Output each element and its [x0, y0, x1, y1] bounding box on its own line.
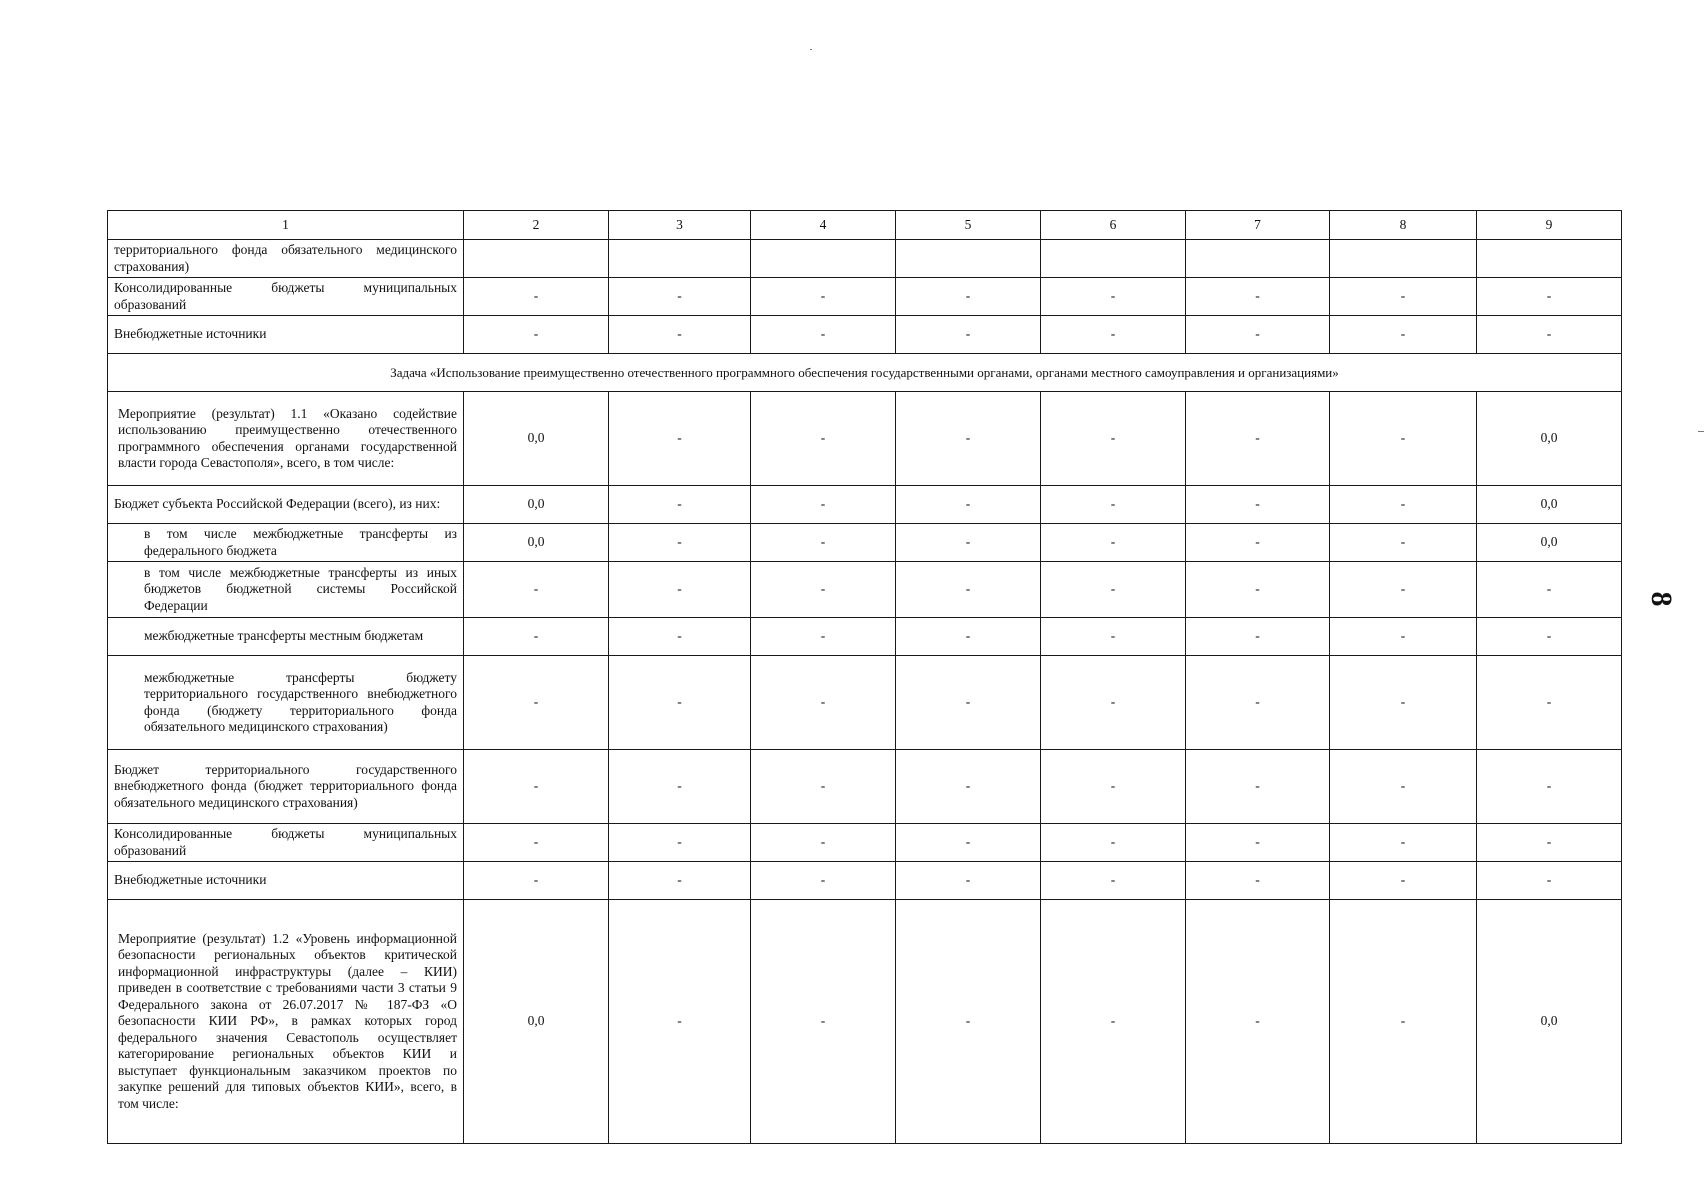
- value-cell: 0,0: [464, 524, 609, 562]
- column-number: 2: [464, 211, 609, 240]
- value-cell: -: [1041, 392, 1186, 486]
- row-label: в том числе межбюджетные трансферты из иных бюджетов бюджетной системы Российской Федерации: [108, 562, 464, 618]
- value-cell: -: [751, 656, 896, 750]
- value-cell: -: [896, 562, 1041, 618]
- value-cell: -: [751, 524, 896, 562]
- value-cell: -: [896, 392, 1041, 486]
- value-cell: -: [1186, 750, 1330, 824]
- value-cell: -: [609, 486, 751, 524]
- value-cell: -: [1330, 392, 1477, 486]
- value-cell: -: [1041, 486, 1186, 524]
- value-cell: -: [896, 486, 1041, 524]
- value-cell: -: [1186, 900, 1330, 1144]
- value-cell: -: [609, 862, 751, 900]
- value-cell: -: [1330, 486, 1477, 524]
- value-cell: -: [1477, 824, 1622, 862]
- value-cell: -: [1186, 524, 1330, 562]
- table-row: [108, 316, 1622, 354]
- value-cell: -: [1186, 316, 1330, 354]
- value-cell: -: [609, 316, 751, 354]
- value-cell: 0,0: [1477, 392, 1622, 486]
- row-label: территориального фонда обязательного медицинского страхования): [108, 240, 464, 278]
- row-label: Консолидированные бюджеты муниципальных образований: [108, 824, 464, 862]
- table-row: [108, 486, 1622, 524]
- value-cell: -: [464, 656, 609, 750]
- table-row: [108, 862, 1622, 900]
- row-label: Внебюджетные источники: [108, 316, 464, 354]
- table-row: [108, 278, 1622, 316]
- value-cell: -: [1041, 524, 1186, 562]
- row-label: межбюджетные трансферты бюджету территориального государственного внебюджетного фонда (бюджету территориального фонда обязательного медицинского страхования): [108, 656, 464, 750]
- value-cell: 0,0: [1477, 900, 1622, 1144]
- value-cell: -: [1041, 900, 1186, 1144]
- value-cell: -: [1330, 900, 1477, 1144]
- row-label: Консолидированные бюджеты муниципальных образований: [108, 278, 464, 316]
- value-cell: -: [1330, 750, 1477, 824]
- column-number: 3: [609, 211, 751, 240]
- task-row: [108, 354, 1622, 392]
- value-cell: -: [464, 278, 609, 316]
- value-cell: -: [1477, 656, 1622, 750]
- value-cell: -: [1041, 824, 1186, 862]
- value-cell: -: [1186, 486, 1330, 524]
- value-cell: 0,0: [464, 900, 609, 1144]
- value-cell: -: [751, 900, 896, 1144]
- value-cell: -: [464, 750, 609, 824]
- value-cell: [1330, 240, 1477, 278]
- value-cell: -: [1186, 618, 1330, 656]
- value-cell: -: [896, 862, 1041, 900]
- value-cell: -: [1186, 562, 1330, 618]
- value-cell: -: [896, 278, 1041, 316]
- column-number: 9: [1477, 211, 1622, 240]
- value-cell: -: [1330, 278, 1477, 316]
- value-cell: -: [609, 392, 751, 486]
- table-row: [108, 562, 1622, 618]
- table-row: [108, 524, 1622, 562]
- value-cell: -: [896, 524, 1041, 562]
- value-cell: -: [1477, 316, 1622, 354]
- row-label: в том числе межбюджетные трансферты из федерального бюджета: [108, 524, 464, 562]
- table-row: [108, 900, 1622, 1144]
- column-number: 8: [1330, 211, 1477, 240]
- row-label: Бюджет субъекта Российской Федерации (всего), из них:: [108, 486, 464, 524]
- value-cell: -: [464, 618, 609, 656]
- value-cell: -: [896, 656, 1041, 750]
- value-cell: -: [609, 562, 751, 618]
- row-label: Мероприятие (результат) 1.2 «Уровень информационной безопасности региональных объектов критической информационной инфраструктуры (далее – КИИ) приведен в соответствие с требованиями части 3 статьи 9 Федерального закона от 26.07.2017 № 187-ФЗ «О безопасности КИИ РФ», в рамках которых город федерального значения Севастополь осуществляет категорирование региональных объектов КИИ и выступает функциональным заказчиком проектов по закупке решений для типовых объектов КИИ», всего, в том числе:: [108, 900, 464, 1144]
- value-cell: -: [1477, 562, 1622, 618]
- value-cell: -: [896, 900, 1041, 1144]
- value-cell: [1041, 240, 1186, 278]
- value-cell: -: [1330, 656, 1477, 750]
- value-cell: -: [1041, 278, 1186, 316]
- value-cell: [1477, 240, 1622, 278]
- value-cell: -: [751, 392, 896, 486]
- value-cell: -: [609, 900, 751, 1144]
- column-number: 4: [751, 211, 896, 240]
- value-cell: -: [1041, 656, 1186, 750]
- scan-speck: [810, 49, 812, 50]
- value-cell: -: [464, 562, 609, 618]
- value-cell: -: [896, 750, 1041, 824]
- value-cell: -: [751, 862, 896, 900]
- value-cell: [896, 240, 1041, 278]
- table-row: [108, 240, 1622, 278]
- row-label: Мероприятие (результат) 1.1 «Оказано содействие использованию преимущественно отечественного программного обеспечения органами государственной власти города Севастополя», всего, в том числе:: [108, 392, 464, 486]
- row-label: межбюджетные трансферты местным бюджетам: [108, 618, 464, 656]
- value-cell: -: [1330, 862, 1477, 900]
- value-cell: -: [751, 824, 896, 862]
- table-row: [108, 656, 1622, 750]
- value-cell: -: [1041, 562, 1186, 618]
- value-cell: -: [751, 562, 896, 618]
- value-cell: -: [1041, 316, 1186, 354]
- task-title: Задача «Использование преимущественно отечественного программного обеспечения государственными органами, органами местного самоуправления и организациями»: [108, 354, 1622, 392]
- financing-table: [107, 210, 1622, 1144]
- value-cell: -: [1330, 824, 1477, 862]
- value-cell: -: [609, 524, 751, 562]
- table-body: [108, 211, 1622, 1144]
- table-row: [108, 618, 1622, 656]
- value-cell: -: [896, 316, 1041, 354]
- value-cell: -: [1041, 750, 1186, 824]
- value-cell: -: [751, 486, 896, 524]
- value-cell: -: [1330, 618, 1477, 656]
- value-cell: [751, 240, 896, 278]
- value-cell: -: [751, 750, 896, 824]
- value-cell: -: [609, 618, 751, 656]
- value-cell: -: [1330, 316, 1477, 354]
- value-cell: [464, 240, 609, 278]
- value-cell: [609, 240, 751, 278]
- value-cell: -: [1186, 862, 1330, 900]
- value-cell: -: [1477, 278, 1622, 316]
- value-cell: 0,0: [464, 392, 609, 486]
- column-number: 1: [108, 211, 464, 240]
- column-number: 7: [1186, 211, 1330, 240]
- value-cell: -: [464, 824, 609, 862]
- value-cell: -: [609, 824, 751, 862]
- value-cell: -: [1330, 562, 1477, 618]
- value-cell: 0,0: [1477, 524, 1622, 562]
- scan-speck: [1698, 431, 1704, 432]
- value-cell: -: [1186, 392, 1330, 486]
- value-cell: -: [609, 278, 751, 316]
- column-number-row: [108, 211, 1622, 240]
- value-cell: -: [609, 656, 751, 750]
- value-cell: [1186, 240, 1330, 278]
- value-cell: -: [1041, 862, 1186, 900]
- value-cell: -: [464, 862, 609, 900]
- value-cell: 0,0: [1477, 486, 1622, 524]
- row-label: Внебюджетные источники: [108, 862, 464, 900]
- value-cell: -: [751, 618, 896, 656]
- value-cell: -: [1186, 278, 1330, 316]
- value-cell: -: [1477, 750, 1622, 824]
- value-cell: -: [1330, 524, 1477, 562]
- value-cell: -: [1477, 618, 1622, 656]
- value-cell: -: [751, 278, 896, 316]
- table-row: [108, 824, 1622, 862]
- column-number: 5: [896, 211, 1041, 240]
- value-cell: -: [896, 824, 1041, 862]
- value-cell: -: [1041, 618, 1186, 656]
- table-row: [108, 392, 1622, 486]
- value-cell: -: [751, 316, 896, 354]
- value-cell: 0,0: [464, 486, 609, 524]
- page-number: 8: [1645, 591, 1678, 607]
- row-label: Бюджет территориального государственного внебюджетного фонда (бюджет территориального фонда обязательного медицинского страхования): [108, 750, 464, 824]
- value-cell: -: [609, 750, 751, 824]
- value-cell: -: [464, 316, 609, 354]
- value-cell: -: [1186, 656, 1330, 750]
- value-cell: -: [896, 618, 1041, 656]
- table-row: [108, 750, 1622, 824]
- column-number: 6: [1041, 211, 1186, 240]
- value-cell: -: [1186, 824, 1330, 862]
- value-cell: -: [1477, 862, 1622, 900]
